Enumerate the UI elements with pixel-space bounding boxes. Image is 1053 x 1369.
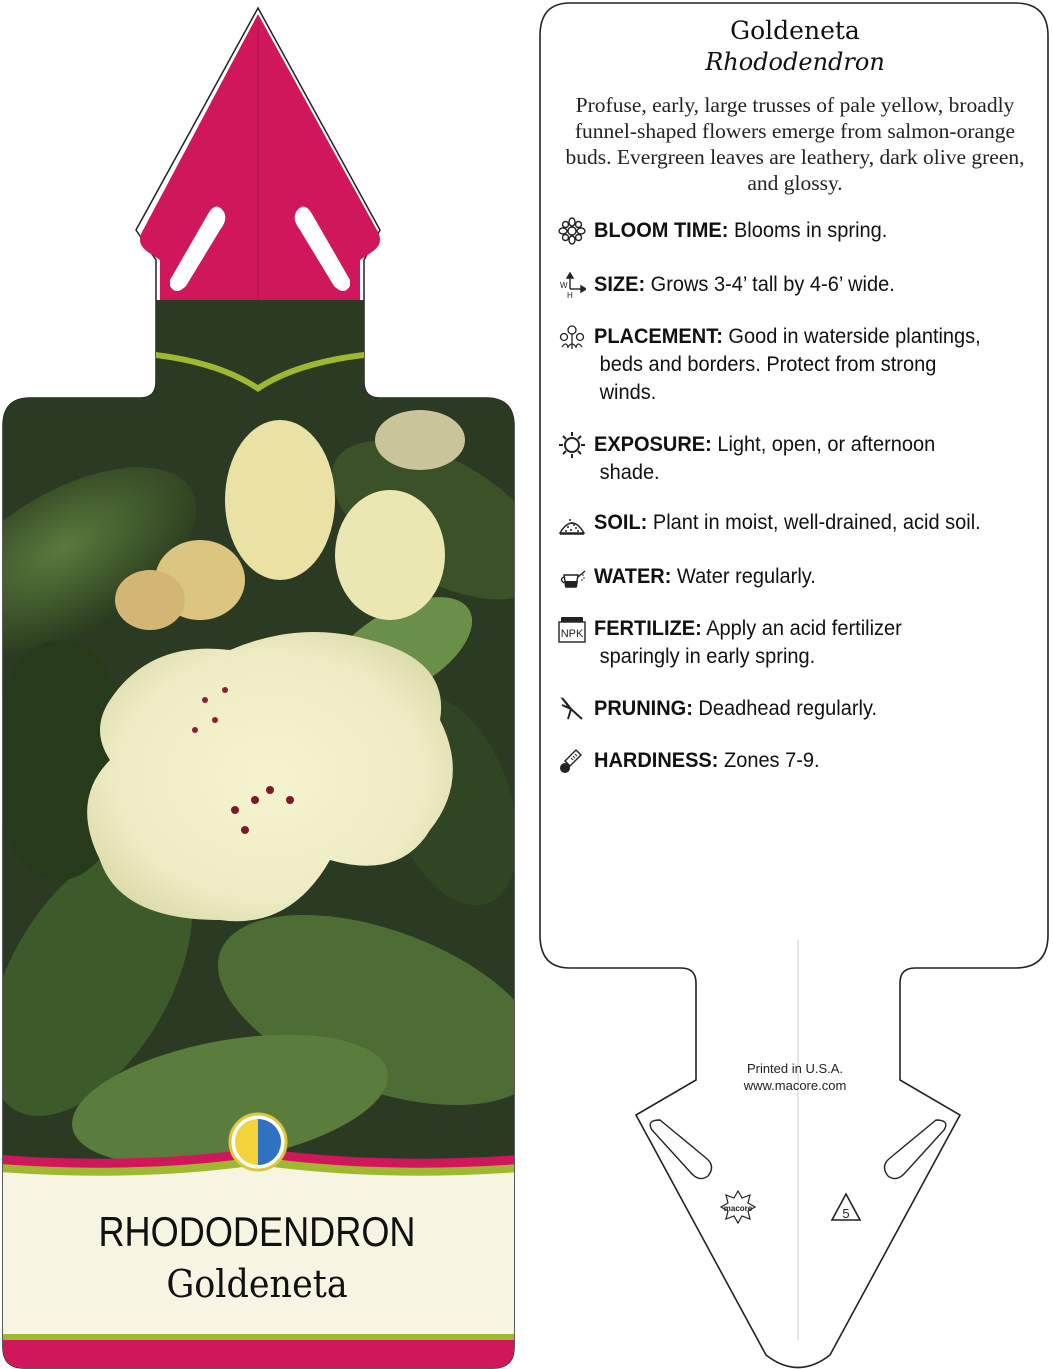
care-value: Zones 7-9. — [718, 748, 820, 772]
care-bloom-time — [558, 216, 1043, 246]
care-value: Plant in moist, well-drained, acid soil. — [647, 510, 981, 534]
bottom-band-pink-bottom — [0, 1340, 520, 1369]
front-tag — [0, 0, 520, 1369]
size-arrows-icon — [558, 270, 594, 300]
care-soil — [558, 508, 1043, 538]
soil-icon — [558, 508, 594, 538]
thermometer-icon — [558, 746, 594, 776]
care-value: Grows 3-4’ tall by 4-6’ wide. — [645, 272, 895, 296]
care-label: SOIL: — [594, 510, 648, 534]
size-w-label: W — [560, 281, 568, 290]
care-value: Blooms in spring. — [728, 218, 888, 242]
bottom-band-green-line — [0, 1334, 520, 1340]
care-value: Good in waterside plantings, — [722, 324, 981, 348]
care-pruning — [558, 694, 1043, 724]
care-value: Apply an acid fertilizer — [701, 616, 902, 640]
care-value-continued: beds and borders. Protect from strong winds. — [599, 352, 937, 404]
npk-label: NPK — [560, 628, 584, 640]
npk-icon — [558, 614, 594, 644]
size-h-label: H — [567, 291, 573, 299]
care-value: Water regularly. — [671, 564, 816, 588]
recycle-number: 5 — [842, 1206, 850, 1221]
care-label: BLOOM TIME: — [594, 218, 729, 242]
placement-icon — [558, 322, 594, 352]
care-label: HARDINESS: — [594, 748, 719, 772]
care-label: SIZE: — [594, 272, 646, 296]
care-exposure — [558, 430, 1043, 486]
plant-description: Profuse, early, large trusses of pale yellow, broadly funnel-shaped flowers emerge from salmon-orange buds. Evergreen leaves are leathery, dark olive green, and glossy. — [565, 93, 1025, 195]
flower-icon — [558, 216, 594, 246]
care-hardiness — [558, 746, 1043, 776]
watering-can-icon — [558, 562, 594, 592]
care-value-continued: sparingly in early spring. — [599, 644, 816, 668]
care-value: Light, open, or afternoon — [711, 432, 936, 456]
front-cultivar-name: Goldeneta — [166, 1262, 348, 1306]
back-plant-name: Goldeneta — [730, 16, 860, 45]
macore-logo-text: macore — [723, 1204, 753, 1213]
front-common-name: RHODODENDRON — [98, 1208, 416, 1255]
care-label: FERTILIZE: — [594, 616, 702, 640]
care-label: EXPOSURE: — [594, 432, 712, 456]
care-value: Deadhead regularly. — [692, 696, 878, 720]
care-label: PLACEMENT: — [594, 324, 723, 348]
half-sun-badge — [230, 1114, 286, 1170]
back-botanical-name: Rhododendron — [705, 48, 885, 76]
care-placement — [558, 322, 1043, 406]
care-size — [558, 270, 1043, 300]
printed-website: www.macore.com — [743, 1078, 847, 1093]
care-water — [558, 562, 1043, 592]
pruners-icon — [558, 694, 594, 724]
printed-location: Printed in U.S.A. — [746, 1061, 844, 1076]
sun-icon — [558, 430, 594, 460]
care-label: WATER: — [594, 564, 672, 588]
care-label: PRUNING: — [594, 696, 693, 720]
back-tag — [530, 0, 1053, 1369]
printed-info — [700, 1060, 890, 1094]
care-value-continued: shade. — [599, 460, 660, 484]
macore-logo-icon — [721, 1191, 755, 1223]
care-fertilize — [558, 614, 1043, 670]
rhododendron-flower-photo — [0, 408, 520, 1187]
back-tag-outline — [540, 3, 1048, 1368]
